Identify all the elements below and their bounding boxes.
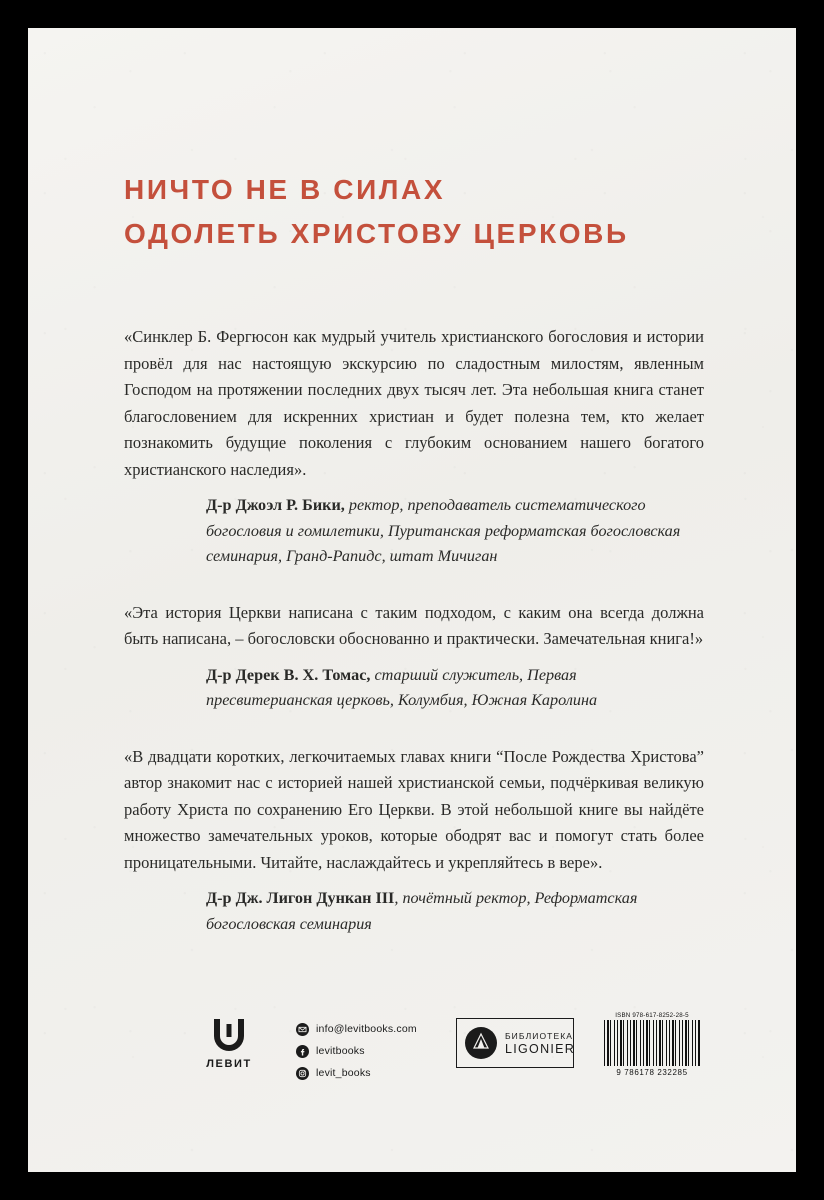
barcode — [604, 1012, 700, 1077]
partner-line-1: БИБЛИОТЕКА — [505, 1031, 574, 1041]
isbn-top-text: ISBN 978-617-8252-28-5 — [615, 1012, 689, 1019]
cover-footer — [124, 1012, 724, 1096]
endorsement-item — [124, 600, 704, 714]
isbn-bottom-text: 9 786178 232285 — [616, 1068, 688, 1077]
endorsement-quote: «Эта история Церкви написана с таким подходом, с каким она всегда должна быть написана, – богословски обоснованно и практически. Замечательная книга!» — [124, 602, 704, 648]
headline-line-2: ОДОЛЕТЬ ХРИСТОВУ ЦЕРКОВЬ — [124, 218, 629, 249]
endorsement-author: Д-р Джоэл Р. Бики, — [206, 496, 345, 514]
endorsement-title: , почётный ректор, Реформатская богословская семинария — [206, 889, 638, 933]
partner-name — [505, 1030, 575, 1056]
endorsement-quote: «Синклер Б. Фергюсон как мудрый учитель христианского богословия и истории провёл для нас настоящую экскурсию по сладостным милостям, явленным Господом на протяжении последних двух тысяч лет. Эта небольшая книга станет благословением для искренних христиан и будет полезна тем, кто желает познакомить будущие поколения с глубоким основанием нашего богатого христианского наследия». — [124, 327, 704, 479]
endorsement-attribution — [124, 493, 704, 570]
partner-logo-ligonier — [456, 1018, 574, 1068]
email-icon — [296, 1023, 309, 1036]
endorsement-attribution — [124, 886, 704, 937]
publisher-logo — [200, 1016, 258, 1070]
contact-instagram-text: levit_books — [316, 1067, 371, 1079]
endorsement-author: Д-р Дж. Лигон Дункан III — [206, 889, 395, 907]
contact-email-text: info@levitbooks.com — [316, 1023, 417, 1035]
endorsement-title: старший служитель, Первая пресвитерианская церковь, Колумбия, Южная Каролина — [206, 665, 598, 709]
headline-line-1: НИЧТО НЕ В СИЛАХ — [124, 174, 446, 205]
barcode-bars — [604, 1020, 700, 1066]
endorsements-list — [124, 324, 704, 967]
endorsement-title: ректор, преподаватель систематического богословия и гомилетики, Пуританская реформатская богословская семинария, Гранд-Рапидс, штат Мичиган — [206, 496, 681, 565]
endorsement-item — [124, 324, 704, 570]
publisher-name: ЛЕВИТ — [206, 1058, 252, 1070]
partner-line-2: LIGONIER — [505, 1042, 576, 1056]
endorsement-item — [124, 744, 704, 938]
levit-logo-icon — [209, 1016, 249, 1054]
contact-facebook-text: levitbooks — [316, 1045, 365, 1057]
page-title — [124, 168, 724, 256]
endorsement-author: Д-р Дерек В. Х. Томас, — [206, 665, 371, 684]
book-back-cover — [28, 28, 796, 1172]
instagram-icon — [296, 1067, 309, 1080]
ligonier-logo-icon — [464, 1026, 498, 1060]
facebook-icon — [296, 1045, 309, 1058]
endorsement-quote: «В двадцати коротких, легкочитаемых главах книги “После Рождества Христова” автор знакомит нас с историей нашей христианской семьи, подчёркивая великую работу Христа по сохранению Его Церкви. В этой небольшой книге вы найдёте множество замечательных уроков, которые ободрят вас и помогут стать более проницательными. Читайте, наслаждайтесь и укрепляйтесь в вере». — [124, 746, 704, 872]
endorsement-attribution — [124, 663, 704, 714]
